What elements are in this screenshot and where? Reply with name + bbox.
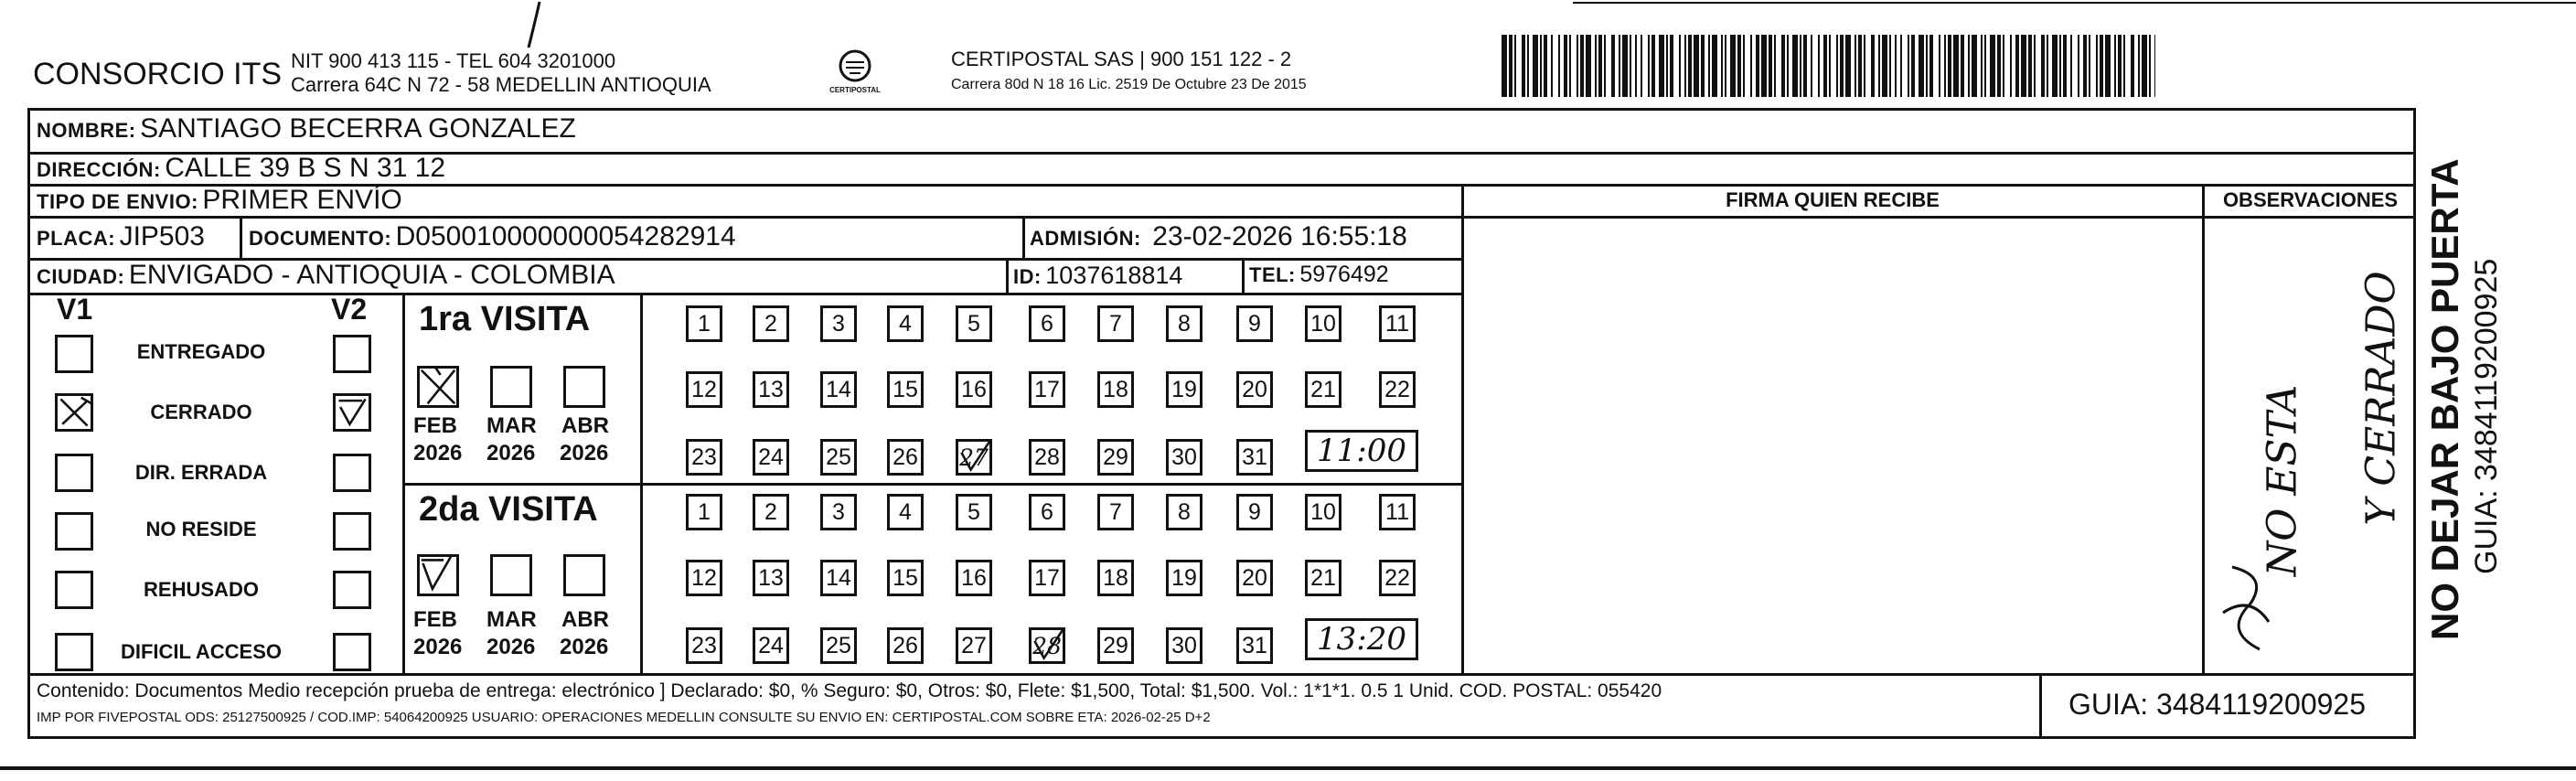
header xyxy=(0,0,2576,108)
barcode-bar xyxy=(1864,35,1865,97)
day-box[interactable]: 31 xyxy=(1236,439,1273,476)
day-box[interactable]: 26 xyxy=(887,439,924,476)
admision-value: 23-02-2026 16:55:18 xyxy=(1152,221,1407,251)
barcode-bar xyxy=(2003,35,2004,97)
tel-label: TEL: xyxy=(1249,263,1296,286)
barcode-bar xyxy=(1858,35,1862,97)
id-row xyxy=(1013,262,1182,290)
visit2-month-abr: ABR xyxy=(561,607,609,632)
status-label: ENTREGADO xyxy=(136,340,266,363)
day-box[interactable]: 1 xyxy=(686,305,722,342)
barcode-bar xyxy=(1944,35,1946,97)
barcode-bar xyxy=(1919,35,1924,97)
visit2-time-box[interactable] xyxy=(1305,618,1418,660)
nombre-row xyxy=(37,113,576,144)
barcode-bar xyxy=(1670,35,1673,97)
barcode-bar xyxy=(1895,35,1897,97)
day-box[interactable]: 23 xyxy=(686,627,722,664)
v1-header: V1 xyxy=(57,293,93,326)
barcode-bar xyxy=(1666,35,1668,97)
day-box[interactable]: 1 xyxy=(686,494,722,530)
barcode-bar xyxy=(1840,35,1844,97)
barcode-bar xyxy=(1551,35,1553,97)
barcode-bar xyxy=(1558,35,1560,97)
tipo-label: TIPO DE ENVIO: xyxy=(37,190,198,213)
barcode-bar xyxy=(1900,35,1902,97)
day-box[interactable]: 16 xyxy=(956,371,992,408)
day-box[interactable]: 11 xyxy=(1379,494,1416,530)
barcode-bar xyxy=(2118,35,2122,97)
barcode-bar xyxy=(1502,35,1507,97)
barcode-bar xyxy=(1981,35,1983,97)
day-box[interactable]: 29 xyxy=(1097,439,1134,476)
visit2-feb-checkbox[interactable] xyxy=(417,554,459,596)
status-label: NO RESIDE xyxy=(145,518,257,540)
barcode-bar xyxy=(1544,35,1547,97)
visit2-year: 2026 xyxy=(486,635,536,659)
barcode-bar xyxy=(1997,35,2001,97)
day-box[interactable]: 10 xyxy=(1305,494,1341,530)
barcode-bar xyxy=(1926,35,1928,97)
barcode-bar xyxy=(1743,35,1745,97)
v2-dificil-acceso-checkbox[interactable] xyxy=(333,633,371,671)
check-mark-icon xyxy=(958,442,989,473)
barcode-bar xyxy=(1580,35,1584,97)
day-box[interactable]: 7 xyxy=(1097,494,1134,530)
barcode-bar xyxy=(2089,35,2090,97)
barcode-bar xyxy=(1787,35,1789,97)
barcode-bar xyxy=(2021,35,2026,97)
barcode-bar xyxy=(1878,35,1880,97)
day-box[interactable]: 19 xyxy=(1166,560,1202,596)
day-box[interactable]: 22 xyxy=(1379,371,1416,408)
barcode-bar xyxy=(1648,35,1650,97)
day-box[interactable]: 5 xyxy=(956,494,992,530)
ciudad-value: ENVIGADO - ANTIOQUIA - COLOMBIA xyxy=(128,260,615,290)
day-box[interactable]: 9 xyxy=(1236,305,1273,342)
day-box[interactable]: 15 xyxy=(887,371,924,408)
barcode-bar xyxy=(1818,35,1820,97)
barcode-bar xyxy=(2138,35,2140,97)
barcode-bar xyxy=(1509,35,1512,97)
barcode-bar xyxy=(1659,35,1664,97)
day-box[interactable]: 29 xyxy=(1097,627,1134,664)
observation-note: Y CERRADO xyxy=(2357,271,2405,526)
v2-cerrado-checkbox[interactable] xyxy=(333,393,371,432)
day-box[interactable]: 21 xyxy=(1305,560,1341,596)
barcode-bar xyxy=(2114,35,2116,97)
nombre-label: NOMBRE: xyxy=(37,119,136,142)
v2-dir-errada-checkbox[interactable] xyxy=(333,454,371,492)
day-box[interactable]: 10 xyxy=(1305,305,1341,342)
day-box[interactable]: 17 xyxy=(1029,371,1065,408)
day-box[interactable]: 6 xyxy=(1029,494,1065,530)
documento-row xyxy=(249,221,736,252)
day-box[interactable]: 2 xyxy=(753,305,789,342)
day-box[interactable]: 17 xyxy=(1029,560,1065,596)
v1-no-reside-checkbox[interactable] xyxy=(55,512,93,551)
day-box[interactable]: 3 xyxy=(820,494,857,530)
visit1-month-mar: MAR xyxy=(486,413,537,438)
day-box[interactable]: 6 xyxy=(1029,305,1065,342)
barcode-bar xyxy=(2123,35,2125,97)
barcode-bar xyxy=(1855,35,1856,97)
day-box[interactable]: 28 xyxy=(1029,439,1065,476)
barcode-bar xyxy=(1641,35,1642,97)
company-nit: NIT 900 413 115 - TEL 604 3201000 xyxy=(291,49,616,72)
partner-license: Carrera 80d N 18 16 Lic. 2519 De Octubre 23 De 2015 xyxy=(951,77,1307,92)
admision-row xyxy=(1030,221,1407,252)
barcode-bar xyxy=(1829,35,1831,97)
day-box[interactable]: 30 xyxy=(1166,627,1202,664)
barcode-bar xyxy=(1911,35,1915,97)
footer-print-info: IMP POR FIVEPOSTAL ODS: 25127500925 / COD.IMP: 54064200925 USUARIO: OPERACIONES MEDELLIN CONSULTE SU ENVIO EN: CERTIPOSTAL.COM SOBRE ETA: 2026-02-25 D+2 xyxy=(37,710,1211,725)
barcode-bar xyxy=(1984,35,1986,97)
check-mark-icon xyxy=(420,557,456,594)
page-bottom-line xyxy=(0,766,2576,770)
day-box[interactable]: 8 xyxy=(1166,305,1202,342)
pen-stroke xyxy=(512,0,549,55)
day-box[interactable]: 24 xyxy=(753,439,789,476)
signature-scribble xyxy=(2214,558,2278,658)
documento-label: DOCUMENTO: xyxy=(249,227,392,250)
day-box[interactable]: 27 xyxy=(956,627,992,664)
day-box[interactable]: 23 xyxy=(686,439,722,476)
v1-cerrado-checkbox[interactable] xyxy=(55,393,93,432)
v1-dificil-acceso-checkbox[interactable] xyxy=(55,633,93,671)
barcode-bar xyxy=(1679,35,1681,97)
v2-no-reside-checkbox[interactable] xyxy=(333,512,371,551)
side-warning: NO DEJAR BAJO PUERTA xyxy=(2423,158,2466,640)
day-box[interactable]: 16 xyxy=(956,560,992,596)
visit1-abr-checkbox[interactable] xyxy=(563,366,605,408)
visit2-month-mar: MAR xyxy=(486,607,537,632)
day-box[interactable]: 11 xyxy=(1379,305,1416,342)
day-box[interactable]: 20 xyxy=(1236,560,1273,596)
day-box[interactable]: 18 xyxy=(1097,371,1134,408)
day-box[interactable]: 7 xyxy=(1097,305,1134,342)
barcode-bar xyxy=(1939,35,1940,97)
barcode-bar xyxy=(1540,35,1542,97)
visit1-year: 2026 xyxy=(413,441,463,465)
day-box[interactable]: 3 xyxy=(820,305,857,342)
visit1-month-abr: ABR xyxy=(561,413,609,438)
barcode-bar xyxy=(1882,35,1887,97)
visit1-year: 2026 xyxy=(486,441,536,465)
visit1-month-feb: FEB xyxy=(413,413,457,438)
observation-note: NO ESTA xyxy=(2259,384,2306,577)
barcode-bar xyxy=(2063,35,2067,97)
barcode-bar xyxy=(1586,35,1591,97)
tel-value: 5976492 xyxy=(1299,262,1389,287)
barcode-bar xyxy=(1730,35,1736,97)
barcode-bar xyxy=(1800,35,1801,97)
day-box[interactable]: 12 xyxy=(686,560,722,596)
direccion-value: CALLE 39 B S N 31 12 xyxy=(165,153,446,183)
barcode-bar xyxy=(2034,35,2036,97)
id-value: 1037618814 xyxy=(1045,262,1183,289)
day-box[interactable]: 27 xyxy=(956,439,992,476)
barcode-bar xyxy=(1522,35,1525,97)
certipostal-logo xyxy=(828,46,882,101)
footer-contents: Contenido: Documentos Medio recepción prueba de entrega: electrónico ] Declarado: $0, % Seguro: $0, Otros: $0, Flete: $1,500, Total: $1,500. Vol.: 1*1*1. 0.5 1 Unid. COD. POSTAL: 055420 xyxy=(37,680,1662,701)
barcode-bar xyxy=(2041,35,2045,97)
barcode-bar xyxy=(1577,35,1578,97)
id-label: ID: xyxy=(1013,265,1042,288)
partner-name: CERTIPOSTAL SAS | 900 151 122 - 2 xyxy=(951,48,1292,70)
day-box[interactable]: 21 xyxy=(1305,371,1341,408)
visit2-year: 2026 xyxy=(560,635,609,659)
barcode-bar xyxy=(1564,35,1567,97)
day-box[interactable]: 26 xyxy=(887,627,924,664)
day-box[interactable]: 25 xyxy=(820,627,857,664)
barcode-bar xyxy=(1761,35,1767,97)
tipo-value: PRIMER ENVÍO xyxy=(202,185,402,215)
barcode-bar xyxy=(1635,35,1637,97)
barcode-bar xyxy=(1774,35,1776,97)
visit1-time: 11:00 xyxy=(1317,433,1406,469)
barcode-bar xyxy=(2059,35,2061,97)
day-box[interactable]: 14 xyxy=(820,560,857,596)
barcode-bar xyxy=(2070,35,2072,97)
visit2-title: 2da VISITA xyxy=(419,490,598,529)
barcode-bar xyxy=(2105,35,2111,97)
visit1-mar-checkbox[interactable] xyxy=(490,366,532,408)
barcode-bar xyxy=(1769,35,1772,97)
status-label: CERRADO xyxy=(150,401,252,423)
day-box[interactable]: 28 xyxy=(1029,627,1065,664)
day-box[interactable]: 13 xyxy=(753,371,789,408)
barcode-bar xyxy=(1750,35,1752,97)
barcode-bar xyxy=(1823,35,1827,97)
day-box[interactable]: 30 xyxy=(1166,439,1202,476)
barcode-bar xyxy=(1781,35,1785,97)
check-mark-icon xyxy=(1031,630,1063,661)
barcode-bar xyxy=(1688,35,1692,97)
barcode-bar xyxy=(1721,35,1723,97)
barcode-bar xyxy=(1684,35,1686,97)
day-box[interactable]: 14 xyxy=(820,371,857,408)
day-box[interactable]: 9 xyxy=(1236,494,1273,530)
placa-label: PLACA: xyxy=(37,227,116,250)
visit2-abr-checkbox[interactable] xyxy=(563,554,605,596)
day-box[interactable]: 19 xyxy=(1166,371,1202,408)
barcode-bar xyxy=(1514,35,1516,97)
barcode-bar xyxy=(2154,35,2155,97)
barcode-bar xyxy=(1701,35,1705,97)
visit2-time: 13:20 xyxy=(1317,621,1406,658)
barcode-bar xyxy=(2078,35,2079,97)
direccion-label: DIRECCIÓN: xyxy=(37,158,161,181)
barcode-bar xyxy=(1611,35,1615,97)
observaciones-area xyxy=(2205,219,2416,673)
page-top-line xyxy=(1573,2,2576,4)
barcode-bar xyxy=(2010,35,2012,97)
barcode-bar xyxy=(1953,35,1959,97)
barcode-bar xyxy=(1533,35,1538,97)
check-mark-icon xyxy=(336,396,369,429)
status-label: DIR. ERRADA xyxy=(134,461,268,484)
ciudad-row xyxy=(37,260,615,291)
day-box[interactable]: 4 xyxy=(887,305,924,342)
side-guia: GUIA: 3484119200925 xyxy=(2469,258,2504,574)
barcode-bar xyxy=(2015,35,2019,97)
company-name: CONSORCIO ITS xyxy=(33,57,283,91)
barcode-bar xyxy=(1803,35,1807,97)
day-box[interactable]: 18 xyxy=(1097,560,1134,596)
barcode-bar xyxy=(1908,35,1909,97)
day-box[interactable]: 5 xyxy=(956,305,992,342)
barcode-bar xyxy=(1972,35,1977,97)
barcode-bar xyxy=(1708,35,1710,97)
day-box[interactable]: 15 xyxy=(887,560,924,596)
v2-entregado-checkbox[interactable] xyxy=(333,335,371,373)
visit1-title: 1ra VISITA xyxy=(419,300,591,338)
barcode-bar xyxy=(1712,35,1717,97)
v1-rehusado-checkbox[interactable] xyxy=(55,571,93,609)
barcode-bar xyxy=(1968,35,1970,97)
day-box[interactable]: 25 xyxy=(820,439,857,476)
direccion-row xyxy=(37,153,445,184)
day-box[interactable]: 31 xyxy=(1236,627,1273,664)
day-box[interactable]: 4 xyxy=(887,494,924,530)
barcode-bar xyxy=(1725,35,1726,97)
barcode-bar xyxy=(1630,35,1631,97)
v1-dir-errada-checkbox[interactable] xyxy=(55,454,93,492)
barcode-bar xyxy=(2149,35,2151,97)
visit1-time-box[interactable] xyxy=(1305,430,1418,472)
day-box[interactable]: 13 xyxy=(753,560,789,596)
barcode-bar xyxy=(2028,35,2032,97)
admision-label: ADMISIÓN: xyxy=(1030,227,1141,250)
footer-guia: GUIA: 3484119200925 xyxy=(2068,688,2366,721)
barcode-bar xyxy=(2131,35,2134,97)
observaciones-header: OBSERVACIONES xyxy=(2222,188,2399,211)
day-box[interactable]: 12 xyxy=(686,371,722,408)
barcode-bar xyxy=(1651,35,1655,97)
barcode-bar xyxy=(1792,35,1798,97)
barcode-bar xyxy=(1990,35,1995,97)
barcode-bar xyxy=(1948,35,1951,97)
day-box[interactable]: 24 xyxy=(753,627,789,664)
x-mark-icon xyxy=(58,396,91,429)
v1-entregado-checkbox[interactable] xyxy=(55,335,93,373)
tipo-row xyxy=(37,185,402,216)
barcode xyxy=(1502,35,2155,97)
barcode-bar xyxy=(1756,35,1759,97)
barcode-bar xyxy=(1871,35,1875,97)
barcode-bar xyxy=(1811,35,1812,97)
barcode-bar xyxy=(1929,35,1933,97)
documento-value: D050010000000054282914 xyxy=(395,221,736,251)
barcode-bar xyxy=(2047,35,2048,97)
day-box[interactable]: 22 xyxy=(1379,560,1416,596)
day-box[interactable]: 2 xyxy=(753,494,789,530)
tel-row xyxy=(1249,262,1389,288)
nombre-value: SANTIAGO BECERRA GONZALEZ xyxy=(140,113,576,144)
barcode-bar xyxy=(1845,35,1851,97)
firma-header: FIRMA QUIEN RECIBE xyxy=(1726,188,1940,211)
company-address: Carrera 64C N 72 - 58 MEDELLIN ANTIOQUIA xyxy=(291,73,711,96)
visit2-mar-checkbox[interactable] xyxy=(490,554,532,596)
barcode-bar xyxy=(1694,35,1699,97)
barcode-bar xyxy=(1961,35,1964,97)
day-box[interactable]: 20 xyxy=(1236,371,1273,408)
barcode-bar xyxy=(1889,35,1891,97)
visit1-feb-checkbox[interactable] xyxy=(417,366,459,408)
logo-text: CERTIPOSTAL xyxy=(829,86,881,94)
barcode-bar xyxy=(2083,35,2087,97)
barcode-bar xyxy=(2096,35,2098,97)
visit2-year: 2026 xyxy=(413,635,463,659)
v2-rehusado-checkbox[interactable] xyxy=(333,571,371,609)
barcode-bar xyxy=(1598,35,1602,97)
barcode-bar xyxy=(1604,35,1606,97)
placa-row xyxy=(37,221,205,252)
barcode-bar xyxy=(1527,35,1529,97)
placa-value: JIP503 xyxy=(119,221,205,251)
visit2-month-feb: FEB xyxy=(413,607,457,632)
x-mark-icon xyxy=(420,369,456,405)
barcode-bar xyxy=(1619,35,1620,97)
v2-header: V2 xyxy=(331,293,368,326)
status-label: REHUSADO xyxy=(144,578,259,601)
day-box[interactable]: 8 xyxy=(1166,494,1202,530)
barcode-bar xyxy=(2052,35,2058,97)
barcode-bar xyxy=(1737,35,1741,97)
ciudad-label: CIUDAD: xyxy=(37,265,125,288)
barcode-bar xyxy=(1595,35,1597,97)
barcode-bar xyxy=(2142,35,2147,97)
status-label: DIFICIL ACCESO xyxy=(120,640,282,663)
barcode-bar xyxy=(1622,35,1628,97)
barcode-bar xyxy=(2100,35,2103,97)
visit1-year: 2026 xyxy=(560,441,609,465)
barcode-bar xyxy=(1836,35,1838,97)
barcode-bar xyxy=(1569,35,1571,97)
